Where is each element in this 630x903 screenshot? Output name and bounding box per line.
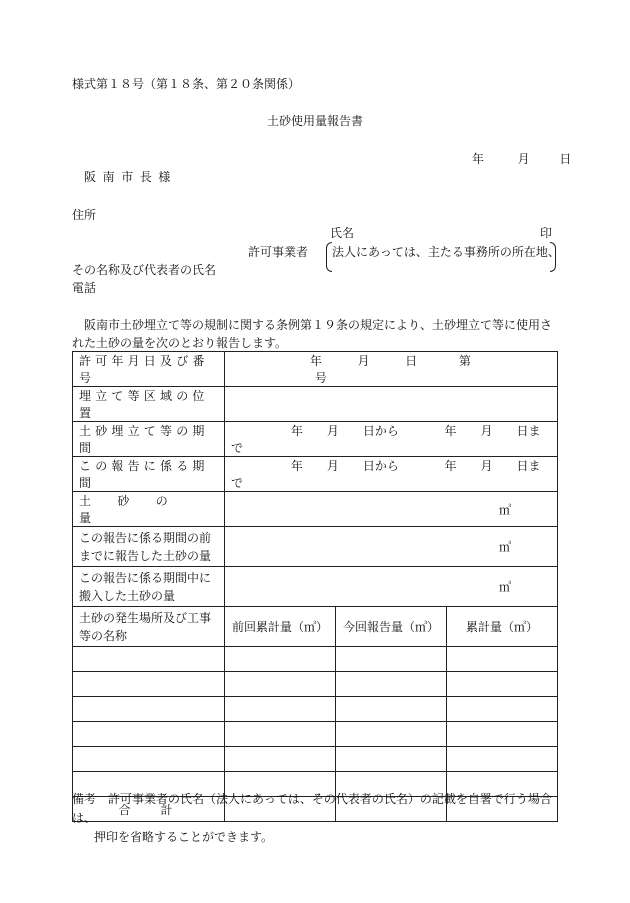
report-table [72,351,558,822]
col-prev-total: 前回累計量（㎥） [225,607,336,647]
period-from: 年 月 日から [290,424,399,438]
phone-label: 電話 [72,281,97,295]
cell-this[interactable] [336,647,447,672]
report-period-label: この報告に係る期間 [73,457,225,492]
cell-source[interactable] [73,747,225,772]
table-row [73,722,558,747]
cell-prev[interactable] [225,672,336,697]
table-row-period [73,422,558,457]
cell-cum[interactable] [447,672,558,697]
cell-prev[interactable] [225,697,336,722]
date-month: 月 [517,152,530,166]
date-year: 年 [472,152,485,166]
permit-value[interactable] [225,352,558,387]
cell-source[interactable] [73,722,225,747]
addressee: 阪南市長様 [84,170,178,184]
table-row [73,697,558,722]
amount-value[interactable] [225,492,558,527]
date-day: 日 [559,152,572,166]
report-period-from: 年 月 日から [290,459,399,473]
table-row-prev [73,527,558,567]
location-value[interactable] [225,387,558,422]
cell-this[interactable] [336,747,447,772]
date-line [472,150,571,167]
location-label: 埋立て等区域の位置 [73,387,225,422]
in-label: この報告に係る期間中に搬入した土砂の量 [73,567,225,607]
right-bracket [550,242,556,272]
intro-paragraph: 阪南市土砂埋立て等の規制に関する条例第１９条の規定により、土砂埋立て等に使用された土砂の量を次のとおり報告します。 [72,318,553,350]
permit-dai: 第 [458,354,471,368]
cell-prev[interactable] [225,647,336,672]
prev-value[interactable] [225,527,558,567]
in-value[interactable] [225,567,558,607]
cell-source[interactable] [73,697,225,722]
remarks-note [72,790,562,847]
cell-prev[interactable] [225,722,336,747]
cell-this[interactable] [336,697,447,722]
period-label: 土砂埋立て等の期間 [73,422,225,457]
applicant-label: 許可事業者 [248,245,309,259]
corporation-note-text: 法人にあっては、主たる事務所の所在地、 [332,245,560,259]
report-period-value[interactable] [225,457,558,492]
in-unit: ㎥ [499,580,512,594]
table-row-amount [73,492,558,527]
table-row [73,647,558,672]
permit-day: 日 [405,354,418,368]
cell-prev[interactable] [225,747,336,772]
cell-cum[interactable] [447,647,558,672]
remarks-line-1: 備考 許可事業者の氏名（法人にあっては、その代表者の氏名）の記載を自署で行う場合は、 [72,792,552,825]
report-period-to: 年 月 日まで [231,459,541,490]
col-cumulative: 累計量（㎥） [447,607,558,647]
name-label: 氏名 [330,226,355,240]
table-row [73,672,558,697]
col-this-report: 今回報告量（㎥） [336,607,447,647]
corporation-note [326,240,560,274]
cell-source[interactable] [73,647,225,672]
remarks-line-2: 押印を省略することができます。 [94,830,274,844]
representative-label: その名称及び代表者の氏名 [72,263,217,277]
cell-source[interactable] [73,672,225,697]
permit-go: 号 [314,371,327,385]
prev-label: この報告に係る期間の前までに報告した土砂の量 [73,527,225,567]
amount-label: 土砂の量 [73,492,225,527]
amount-unit: ㎥ [499,502,512,517]
permit-label: 許可年月日及び番号 [73,352,225,387]
form-number: 様式第１８号（第１８条、第２０条関係） [72,77,301,91]
permit-year: 年 [309,354,322,368]
cell-this[interactable] [336,672,447,697]
permit-month: 月 [357,354,370,368]
cell-cum[interactable] [447,722,558,747]
cell-cum[interactable] [447,697,558,722]
table-row [73,747,558,772]
table-header-row [73,607,558,647]
seal-label: 印 [540,226,553,240]
period-value[interactable] [225,422,558,457]
document-title: 土砂使用量報告書 [266,114,363,128]
prev-unit: ㎥ [499,540,512,554]
table-row-permit [73,352,558,387]
table-row-in [73,567,558,607]
total-label: 合計 [73,797,225,822]
table-row-report-period [73,457,558,492]
col-source: 土砂の発生場所及び工事等の名称 [73,607,225,647]
period-to: 年 月 日まで [231,424,541,455]
address-label: 住所 [72,208,97,222]
table-row-location [73,387,558,422]
cell-this[interactable] [336,722,447,747]
cell-cum[interactable] [447,747,558,772]
